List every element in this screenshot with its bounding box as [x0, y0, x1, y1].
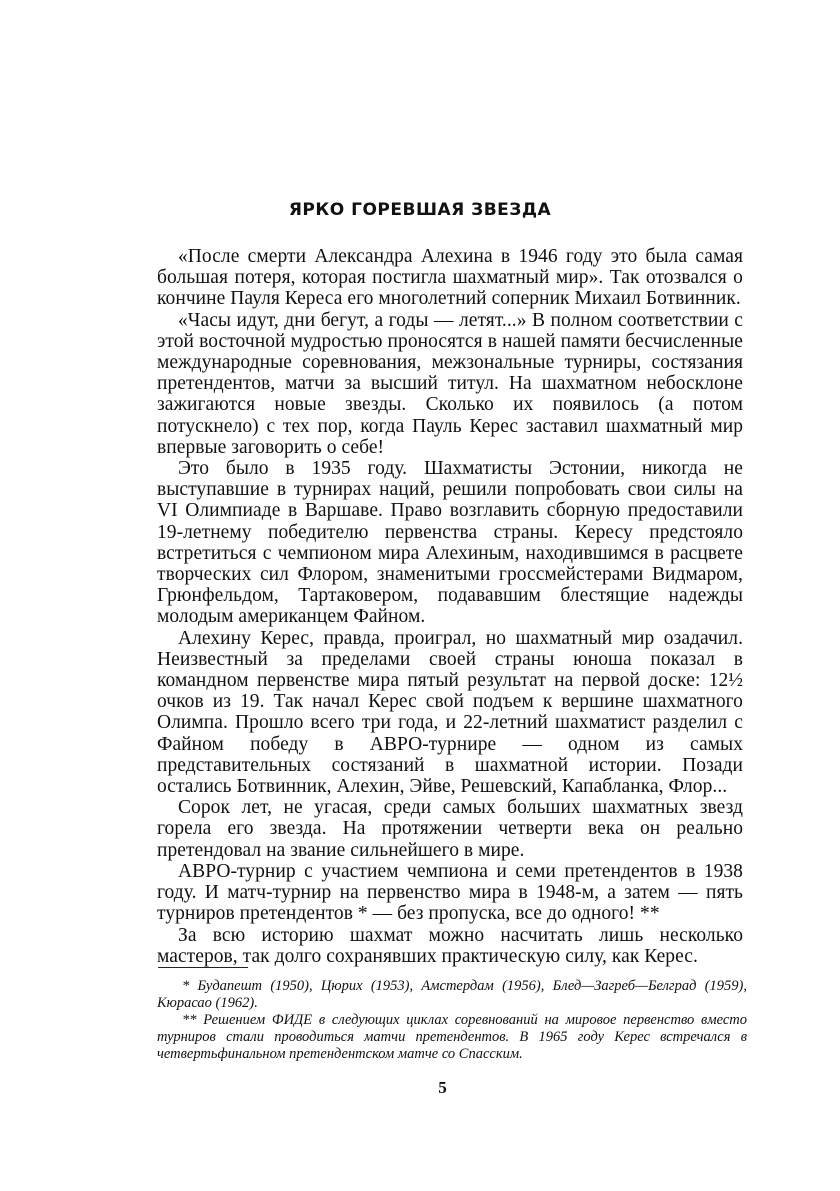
paragraph: «После смерти Александра Алехина в 1946 году это была самая большая потеря, которая постигла шахматный мир». Так отозвался о кончине Пауля Кереса его многолетний соперник Михаил Ботвинник.	[157, 246, 743, 310]
paragraph: За всю историю шахмат можно насчитать лишь несколько мастеров, так долго сохранявших практическую силу, как Керес.	[157, 924, 743, 967]
footnote-divider	[158, 967, 248, 968]
paragraph: «Часы идут, дни бегут, а годы — летят...» В полном соответствии с этой восточной мудростью проносятся в нашей памяти бесчисленные международные соревнования, межзональные турниры, состязания претендентов, матчи за высший титул. На шахматном небосклоне зажигаются новые звезды. Сколько их появилось (а потом потускнело) с тех пор, когда Пауль Керес заставил шахматный мир впервые заговорить о себе!	[157, 309, 743, 458]
footnote: * Будапешт (1950), Цюрих (1953), Амстердам (1956), Блед—Загреб—Белград (1959), Кюрасао (1962).	[157, 978, 747, 1011]
footnotes	[157, 978, 747, 1063]
paragraph: Алехину Керес, правда, проиграл, но шахматный мир озадачил. Неизвестный за пределами своей страны юноша показал в командном первенстве мира пятый результат на первой доске: 12½ очков из 19. Так начал Керес свой подъем к вершине шахматного Олимпа. Прошло всего три года, и 22-летний шахматист разделил с Файном победу в АВРО-турнире — одном из самых представительных состязаний в шахматной истории. Позади остались Ботвинник, Алехин, Эйве, Решевский, Капабланка, Флор...	[157, 627, 743, 798]
chapter-body	[157, 246, 743, 967]
paragraph: Сорок лет, не угасая, среди самых больших шахматных звезд горела его звезда. На протяжении четверти века он реально претендовал на звание сильнейшего в мире.	[157, 797, 743, 861]
paragraph: АВРО-турнир с участием чемпиона и семи претендентов в 1938 году. И матч-турнир на первенство мира в 1948-м, а затем — пять турниров претендентов * — без пропуска, все до одного! **	[157, 860, 743, 925]
chapter-title: ЯРКО ГОРЕВШАЯ ЗВЕЗДА	[288, 200, 552, 220]
footnote: ** Решением ФИДЕ в следующих циклах соревнований на мировое первенство вместо турниров стали проводиться матчи претендентов. В 1965 году Керес встречался в четвертьфинальном претендентском матче со Спасским.	[157, 1012, 747, 1062]
paragraph: Это было в 1935 году. Шахматисты Эстонии, никогда не выступавшие в турнирах наций, решили попробовать свои силы на VI Олимпиаде в Варшаве. Право возглавить сборную предоставили 19-летнему победителю первенства страны. Кересу предстояло встретиться с чемпионом мира Алехиным, находившимся в расцвете творческих сил Флором, знаменитыми гроссмейстерами Видмаром, Грюнфельдом, Тартаковером, подававшим блестящие надежды молодым американцем Файном.	[157, 458, 743, 628]
page-number: 5	[438, 1078, 447, 1097]
